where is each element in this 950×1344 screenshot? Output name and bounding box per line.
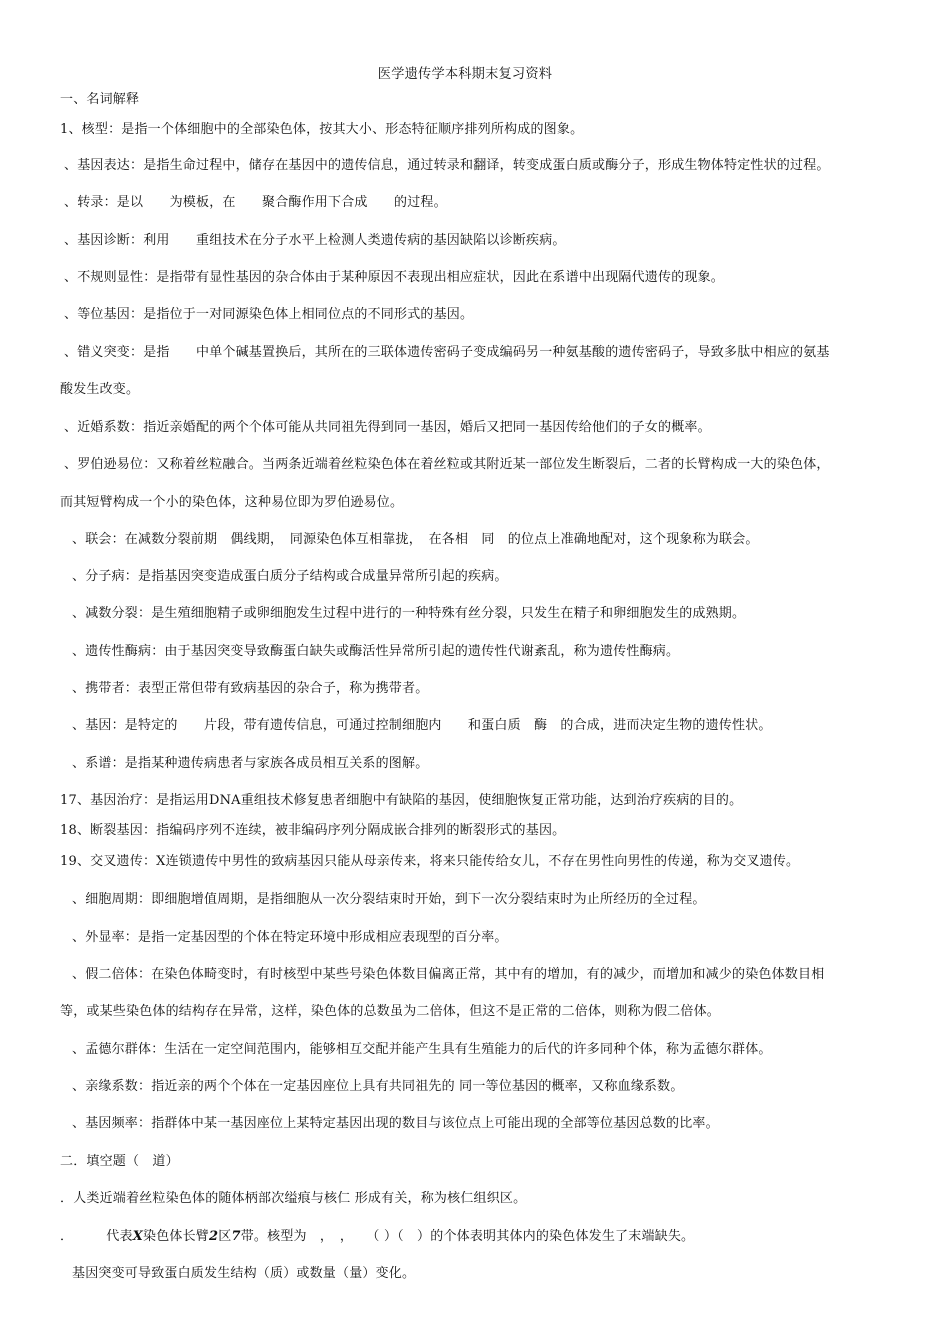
fill-item-3: 基因突变可导致蛋白质发生结构（质）或数量（量）变化。	[72, 1266, 416, 1281]
fill-item-2-two: 2	[209, 1229, 219, 1244]
definition-line: 19、交叉遗传：X连锁遗传中男性的致病基因只能从母亲传来，将来只能传给女儿，不存在男性向男性的传递，称为交叉遗传。	[60, 854, 800, 869]
definition-line: 1、核型：是指一个体细胞中的全部染色体，按其大小、形态特征顺序排列所构成的图象。	[60, 122, 584, 137]
definition-line: 、分子病：是指基因突变造成蛋白质分子结构或合成量异常所引起的疾病。	[72, 569, 508, 584]
definition-line: 、细胞周期：即细胞增值周期，是指细胞从一次分裂结束时开始，到下一次分裂结束时为止所经历的全过程。	[72, 892, 706, 907]
definition-line: 18、断裂基因：指编码序列不连续，被非编码序列分隔成嵌合排列的断裂形式的基因。	[60, 823, 566, 838]
definition-line: 、联会：在减数分裂前期 偶线期， 同源染色体互相靠拢， 在各相 同 的位点上准确地配对，这个现象称为联会。	[72, 532, 759, 547]
definition-line: 17、基因治疗：是指运用DNA重组技术修复患者细胞中有缺陷的基因，使细胞恢复正常功能，达到治疗疾病的目的。	[60, 793, 743, 808]
definition-line: 、基因：是特定的 片段，带有遗传信息，可通过控制细胞内 和蛋白质 酶 的合成，进而决定生物的遗传性状。	[72, 718, 772, 733]
fill-item-2-mid2: 区	[218, 1229, 232, 1244]
definition-line: 、假二倍体：在染色体畸变时，有时核型中某些号染色体数目偏离正常，其中有的增加，有的减少，而增加和减少的染色体数目相	[72, 967, 825, 982]
definition-line: 、系谱：是指某种遗传病患者与家族各成员相互关系的图解。	[72, 756, 429, 771]
definition-line: 、转录：是以 为模板，在 聚合酶作用下合成 的过程。	[64, 195, 447, 210]
definition-line: 、等位基因：是指位于一对同源染色体上相同位点的不同形式的基因。	[64, 307, 474, 322]
definition-line: 酸发生改变。	[60, 382, 140, 397]
definition-line: 、基因表达：是指生命过程中，储存在基因中的遗传信息，通过转录和翻译，转变成蛋白质或酶分子，形成生物体特定性状的过程。	[64, 158, 830, 173]
definition-line: 、错义突变：是指 中单个碱基置换后，其所在的三联体遗传密码子变成编码另一种氨基酸的遗传密码子，导致多肽中相应的氨基	[64, 345, 830, 360]
definition-line: 、近婚系数：指近亲婚配的两个个体可能从共同祖先得到同一基因，婚后又把同一基因传给他们的子女的概率。	[64, 420, 711, 435]
definition-line: 等，或某些染色体的结构存在异常，这样，染色体的总数虽为二倍体，但这不是正常的二倍体，则称为假二倍体。	[60, 1004, 721, 1019]
definition-line: 、孟德尔群体：生活在一定空间范围内，能够相互交配并能产生具有生殖能力的后代的许多同种个体，称为孟德尔群体。	[72, 1042, 772, 1057]
definition-line: 、携带者：表型正常但带有致病基因的杂合子，称为携带者。	[72, 681, 429, 696]
page-title: 医学遗传学本科期末复习资料	[377, 66, 553, 82]
fill-item-2-x: X	[132, 1229, 143, 1244]
definition-line: 、基因诊断：利用 重组技术在分子水平上检测人类遗传病的基因缺陷以诊断疾病。	[64, 233, 566, 248]
section-heading-fill-blank: 二．填空题（ 道）	[60, 1154, 179, 1169]
fill-item-2-mid1: 染色体长臂	[143, 1229, 210, 1244]
definition-line: 、基因频率：指群体中某一基因座位上某特定基因出现的数目与该位点上可能出现的全部等位基因总数的比率。	[72, 1116, 719, 1131]
fill-item-2-prefix: ． 代表	[60, 1229, 133, 1244]
fill-item-2	[60, 1228, 694, 1246]
definition-line: 、遗传性酶病：由于基因突变导致酶蛋白缺失或酶活性异常所引起的遗传性代谢紊乱，称为遗传性酶病。	[72, 644, 680, 659]
definition-line: 、罗伯逊易位：又称着丝粒融合。当两条近端着丝粒染色体在着丝粒或其附近某一部位发生断裂后，二者的长臂构成一大的染色体，	[64, 457, 830, 472]
definition-line: 而其短臂构成一个小的染色体，这种易位即为罗伯逊易位。	[60, 495, 404, 510]
definition-line: 、减数分裂：是生殖细胞精子或卵细胞发生过程中进行的一种特殊有丝分裂，只发生在精子和卵细胞发生的成熟期。	[72, 606, 746, 621]
definition-line: 、亲缘系数：指近亲的两个个体在一定基因座位上具有共同祖先的 同一等位基因的概率，又称血缘系数。	[72, 1079, 684, 1094]
section-heading-glossary: 一、名词解释	[60, 92, 140, 107]
fill-item-2-suffix: 带。核型为 ， ， （ ）（ ）的个体表明其体内的染色体发生了末端缺失。	[240, 1229, 695, 1244]
definition-line: 、不规则显性：是指带有显性基因的杂合体由于某种原因不表现出相应症状，因此在系谱中出现隔代遗传的现象。	[64, 270, 725, 285]
fill-item-2-seven: 7	[231, 1229, 241, 1244]
fill-item-1: ．人类近端着丝粒染色体的随体柄部次缢痕与核仁 形成有关，称为核仁组织区。	[60, 1191, 527, 1206]
definition-line: 、外显率：是指一定基因型的个体在特定环境中形成相应表现型的百分率。	[72, 930, 508, 945]
